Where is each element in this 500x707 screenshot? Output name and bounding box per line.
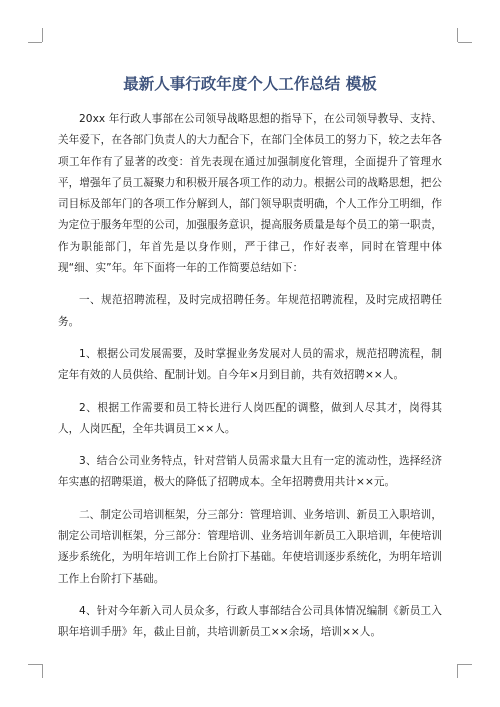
- paragraph-item-4: 4、针对今年新入司人员众多，行政人事部结合公司具体情况编制《新员工入职年培训手册》年，截止目前，共培训新员工××余场，培训××人。: [58, 604, 442, 639]
- paragraph-section-1: 一、规范招聘流程，及时完成招聘任务。年规范招聘流程，及时完成招聘任务。: [58, 294, 442, 328]
- paragraph-item-1: 1、根据公司发展需要，及时掌握业务发展对人员的需求，规范招聘流程，制定年有效的人员供给、配制计划。自今年×月到目前，共有效招聘××人。: [58, 347, 442, 382]
- crop-mark-bottom-left: [28, 664, 42, 665]
- document-title: 最新人事行政年度个人工作总结 模板: [123, 75, 377, 94]
- crop-mark-bottom-right: [458, 664, 472, 665]
- crop-mark-top-left: [42, 28, 43, 42]
- crop-mark-top-right: [458, 42, 472, 43]
- crop-mark-top-left: [28, 42, 42, 43]
- paragraph-intro: 20xx 年行政人事部在公司领导战略思想的指导下，在公司领导教导、支持、关年爱下，在各部门负责人的大力配合下，在部门全体员工的努力下，较之去年各项工年作有了显著的改变：首先表现在通过加强制度化管理，全面提升了管理水平，增强年了员工凝聚力和积极开展各项工作的动力。根据公司的战略思想，把公司目标及部年门的各项工作分解到人，部门领导职责明确，个人工作分工明细，作为定位于服务年型的公司，加强服务意识，提高服务质量是每个员工的第一职责，作为职能部门，年首先是以身作则，严于律己，作好表率，同时在管理中体现“细、实”年。年下面将一年的工作简要总结如下：: [58, 113, 442, 275]
- crop-mark-bottom-left: [42, 664, 43, 678]
- crop-mark-bottom-right: [457, 664, 458, 678]
- paragraph-item-3: 3、结合公司业务特点，针对营销人员需求量大且有一定的流动性，选择经济年实惠的招聘渠道，极大的降低了招聘成本。全年招聘费用共计××元。: [58, 455, 442, 489]
- paragraph-item-2: 2、根据工作需要和员工特长进行人岗匹配的调整，做到人尽其才，岗得其人，人岗匹配，全年共调员工××人。: [58, 401, 442, 435]
- crop-mark-top-right: [457, 28, 458, 42]
- document-body: [58, 109, 442, 644]
- paragraph-section-2: 二、制定公司培训框架，分三部分：管理培训、业务培训、新员工入职培训，制定公司培训框架，分三部分：管理培训、业务培训年新员工入职培训，年使培训逐步系统化，为明年培训工作上台阶打下基础。年使培训逐步系统化，为明年培训工作上台阶打下基础。: [58, 508, 442, 585]
